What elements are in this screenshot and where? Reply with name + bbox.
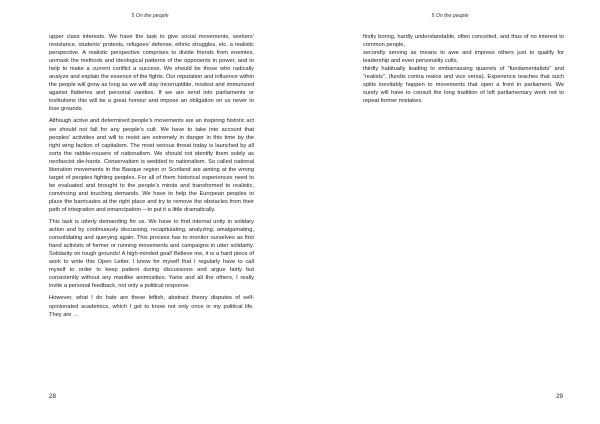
right-page bbox=[300, 0, 600, 424]
page-number-left: 28 bbox=[49, 393, 56, 400]
left-body-text bbox=[49, 33, 254, 323]
page-number-right: 29 bbox=[556, 393, 563, 400]
paragraph: However, what I do hate are these leftish, abstract theory disputes of self-opinionated academics, which I got to know not only once in my political life. They are … bbox=[49, 295, 254, 318]
running-head-left: 5 On the people bbox=[131, 13, 169, 19]
paragraph: upper class interests. We have the task to give social movements, workers’ resistance, students’ protests, refugees’ defense, ethnic struggles, etc. a realistic perspective. A realistic perspective comprises to divide friends from enemies, unmask the methods and ideological patterns of the opponents in power, and to help to make a current conflict a success. We should be those who radically analyze and explain the essence of the fights. Our reputation and influence within the people will grow as long as we will stay incorruptible, modest and immunized against flatteries and personal vanities. If we are send into parliaments or institutions this will be a great honour and impose an obligation on us never to lose grounds. bbox=[49, 34, 254, 113]
list-item: thirdly habitually leading to embarrassing quarrels of “fundamentalists” and “realists”, (fundis contra realos and vice versa). Experience teaches that such splits inevitably happen to movements that open a front in parliament. We surely will have to consult the long tradition of left parliamentary work not to repeat former mistakes. bbox=[363, 66, 564, 105]
paragraph: Although active and determined people’s movements are an inspiring historic act we should not fall for any people’s cult. We have to take into account that peoples’ activities and will to resist are extremely in danger in this time by the right wing faction of capitalism. The most serious threat today is launched by all sorts the rabble-rousers of nationalism. We should not identify them solely as neofascist die-hards. Conservatism is wedded to nationalism. So called national liberation movements in the Basque region or Scotland are aiming at the wrong target of peoples fighting peoples. For all of them historical experiences need to be evaluated and brought to the people’s minds and transformed to realistic, convincing and touching demands. We have to help the European peoples to place the barricades at the right place and try to remove the obstacles from their path of integration and emancipation – to put it a little dramatically. bbox=[49, 118, 254, 213]
right-body-text bbox=[363, 33, 564, 105]
list-item: firstly boring, hardly understandable, often conceited, and thus of no interest to common people, bbox=[363, 34, 564, 49]
paragraph: This task is utterly demanding for us. We have to find internal unity in solidary action and by continuously discussing, recapitulating, analyzing, amalgamating, consolidating and querying again. This process has to monitor ourselves as first hand activists of former or running movements and campaigns in utter solidarity. Solidarity on tough grounds! A high-minded goal! Believe me, it is a hard piece of work to write this Open Letter. I know for myself that I regularly have to call myself to order to keep patient during discussions and argue fairly but consistently without any manlike animosities. Yanis and all the others, I really invite a personal feedback, not only a political response. bbox=[49, 219, 254, 290]
list-item: secondly serving as means to awe and impress others just to qualify for leadership and even personality cults, bbox=[363, 50, 564, 65]
running-head-right: 5 On the people bbox=[431, 13, 469, 19]
